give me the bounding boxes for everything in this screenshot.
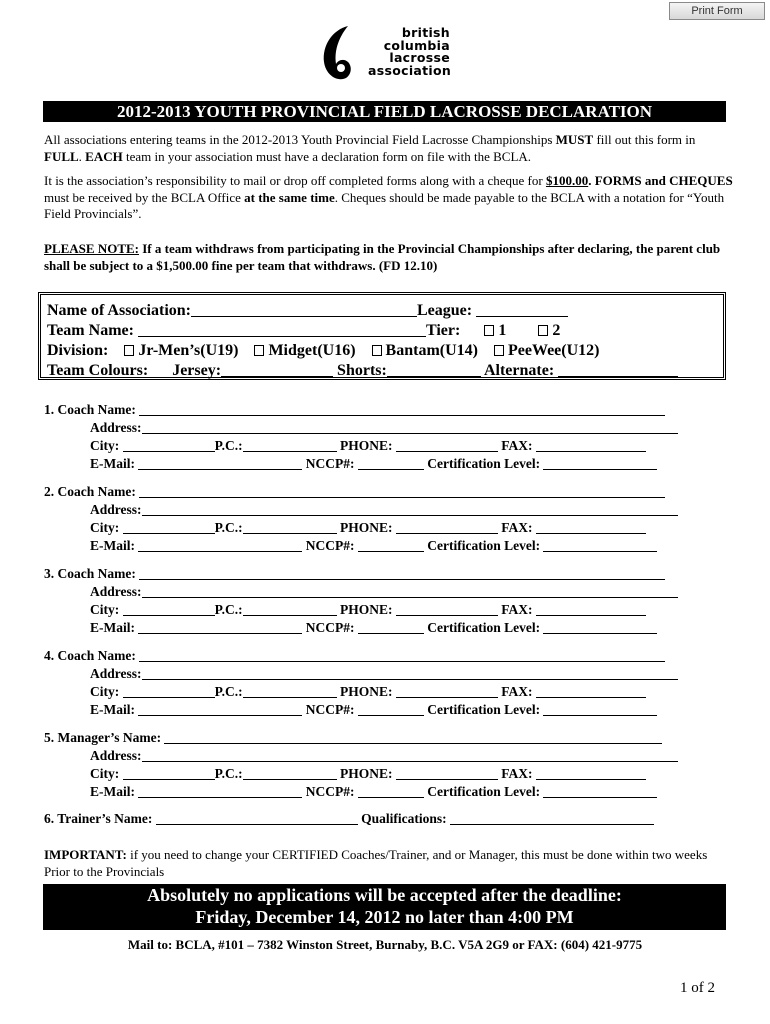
staff-name-field[interactable] <box>164 730 662 744</box>
nccp-field[interactable] <box>358 538 424 552</box>
qualifications-field[interactable] <box>450 811 654 825</box>
pc-label: P.C.: <box>214 602 243 617</box>
team-row <box>47 321 560 341</box>
staff-name-field[interactable] <box>139 648 665 662</box>
email-field[interactable] <box>138 456 302 470</box>
address-label: Address: <box>90 502 142 517</box>
tier-1-checkbox[interactable] <box>484 325 494 336</box>
address-field[interactable] <box>142 584 678 598</box>
city-field[interactable] <box>123 684 215 698</box>
certification-level-label: Certification Level: <box>427 620 541 635</box>
city-row <box>90 765 646 783</box>
phone-label: PHONE: <box>340 684 393 699</box>
address-row <box>90 501 678 519</box>
shorts-field[interactable] <box>387 363 481 377</box>
fax-field[interactable] <box>536 766 646 780</box>
midget-label: Midget(U16) <box>268 342 356 359</box>
certification-level-field[interactable] <box>543 538 657 552</box>
address-row <box>90 583 678 601</box>
nccp-label: NCCP#: <box>305 620 355 635</box>
intro-paragraph-2 <box>44 173 734 223</box>
nccp-label: NCCP#: <box>305 538 355 553</box>
address-label: Address: <box>90 420 142 435</box>
association-name-label: Name of Association: <box>47 302 191 319</box>
staff-name-field[interactable] <box>139 566 665 580</box>
pc-field[interactable] <box>243 520 337 534</box>
fax-label: FAX: <box>501 520 533 535</box>
text-bold: . FORMS and CHEQUES <box>588 173 733 188</box>
league-label: League: <box>416 302 473 319</box>
alternate-label: Alternate: <box>483 362 555 379</box>
city-label: City: <box>90 520 120 535</box>
bantam-checkbox[interactable] <box>372 345 382 356</box>
pc-field[interactable] <box>243 684 337 698</box>
pc-label: P.C.: <box>214 766 243 781</box>
staff-name-row <box>44 401 665 419</box>
fax-field[interactable] <box>536 602 646 616</box>
pc-label: P.C.: <box>214 520 243 535</box>
phone-field[interactable] <box>396 766 498 780</box>
certification-level-label: Certification Level: <box>427 538 541 553</box>
fax-label: FAX: <box>501 438 533 453</box>
shorts-label: Shorts: <box>337 362 387 379</box>
deadline-notice <box>43 884 726 930</box>
text: All associations entering teams in the 2012-2013 Youth Provincial Field Lacrosse Championships <box>44 132 556 147</box>
logo-line: lacrosse <box>389 50 450 65</box>
team-name-label: Team Name: <box>47 322 134 339</box>
certification-level-field[interactable] <box>543 784 657 798</box>
nccp-label: NCCP#: <box>305 702 355 717</box>
jersey-label: Jersey: <box>172 362 222 379</box>
phone-field[interactable] <box>396 520 498 534</box>
deadline-line-2: Friday, December 14, 2012 no later than 4:00 PM <box>195 907 574 927</box>
email-row <box>90 537 657 555</box>
nccp-label: NCCP#: <box>305 784 355 799</box>
city-label: City: <box>90 684 120 699</box>
staff-name-label: 1. Coach Name: <box>44 402 136 417</box>
email-label: E-Mail: <box>90 456 135 471</box>
intro-paragraph-1 <box>44 132 734 165</box>
peewee-label: PeeWee(U12) <box>507 342 600 359</box>
deadline-line-1: Absolutely no applications will be accepted after the deadline: <box>147 885 622 905</box>
email-label: E-Mail: <box>90 784 135 799</box>
fax-label: FAX: <box>501 602 533 617</box>
email-label: E-Mail: <box>90 620 135 635</box>
nccp-field[interactable] <box>358 456 424 470</box>
important-label: IMPORTANT: <box>44 847 127 862</box>
pc-field[interactable] <box>243 438 337 452</box>
text-bold: EACH <box>85 148 123 164</box>
address-row <box>90 747 678 765</box>
mailing-address: Mail to: BCLA, #101 – 7382 Winston Street, Burnaby, B.C. V5A 2G9 or FAX: (604) 421-9775 <box>127 937 643 952</box>
note-text: If a team withdraws from participating in the Provincial Championships after declaring, the parent club shall be subject to a $1,500.00 fine per team that withdraws. (FD 12.10) <box>44 241 721 273</box>
address-label: Address: <box>90 584 142 599</box>
association-info-box <box>38 292 726 380</box>
nccp-label: NCCP#: <box>305 456 355 471</box>
page-number: 1 of 2 <box>680 980 715 996</box>
city-label: City: <box>90 766 120 781</box>
certification-level-field[interactable] <box>543 620 657 634</box>
division-label: Division: <box>47 342 109 359</box>
text: fill out this form in <box>593 132 696 147</box>
tier-1-label: 1 <box>498 322 507 339</box>
city-row <box>90 601 646 619</box>
qualifications-label: Qualifications: <box>361 811 447 826</box>
text: . <box>78 148 86 164</box>
address-field[interactable] <box>142 502 678 516</box>
phone-label: PHONE: <box>340 602 393 617</box>
tier-2-checkbox[interactable] <box>538 325 548 336</box>
certification-level-label: Certification Level: <box>427 702 541 717</box>
staff-name-label: 5. Manager’s Name: <box>44 730 162 745</box>
staff-name-row <box>44 483 665 501</box>
team-name-field[interactable] <box>138 323 426 337</box>
phone-field[interactable] <box>396 684 498 698</box>
address-field[interactable] <box>142 666 678 680</box>
note-label: PLEASE NOTE: <box>44 241 139 256</box>
phone-field[interactable] <box>396 438 498 452</box>
staff-name-field[interactable] <box>139 402 665 416</box>
email-row <box>90 455 657 473</box>
fax-field[interactable] <box>536 520 646 534</box>
association-name-field[interactable] <box>191 303 417 317</box>
team-colours-label: Team Colours: <box>47 362 149 379</box>
fax-field[interactable] <box>536 684 646 698</box>
text: must be received by the BCLA Office <box>44 189 245 205</box>
address-label: Address: <box>90 748 142 763</box>
email-field[interactable] <box>138 702 302 716</box>
nccp-field[interactable] <box>358 784 424 798</box>
nccp-field[interactable] <box>358 702 424 716</box>
logo-line: british <box>401 25 450 40</box>
colours-row <box>47 361 678 381</box>
fax-field[interactable] <box>536 438 646 452</box>
phone-field[interactable] <box>396 602 498 616</box>
phone-label: PHONE: <box>340 766 393 781</box>
text-bold: $100.00 <box>545 173 589 188</box>
staff-name-row <box>44 729 662 747</box>
city-label: City: <box>90 602 120 617</box>
pc-label: P.C.: <box>214 684 243 699</box>
jersey-field[interactable] <box>221 363 333 377</box>
peewee-checkbox[interactable] <box>494 345 504 356</box>
staff-name-field[interactable] <box>139 484 665 498</box>
please-note <box>44 241 734 274</box>
text: team in your association must have a declaration form on file with the BCLA. <box>122 148 532 164</box>
text-bold: MUST <box>555 132 594 147</box>
email-field[interactable] <box>138 784 302 798</box>
email-row <box>90 701 657 719</box>
fax-label: FAX: <box>501 766 533 781</box>
important-note <box>44 847 734 880</box>
email-label: E-Mail: <box>90 702 135 717</box>
midget-checkbox[interactable] <box>254 345 264 356</box>
city-field[interactable] <box>123 602 215 616</box>
phone-label: PHONE: <box>340 520 393 535</box>
city-label: City: <box>90 438 120 453</box>
address-row <box>90 665 678 683</box>
certification-level-field[interactable] <box>543 702 657 716</box>
address-row <box>90 419 678 437</box>
staff-name-label: 3. Coach Name: <box>44 566 136 581</box>
text: . Cheques should be made payable to the BCLA with a notation for “Youth Field Provincials”. <box>44 189 725 221</box>
logo-text <box>368 27 450 77</box>
text: It is the association’s responsibility to mail or drop off completed forms along with a cheque for <box>44 173 546 188</box>
bcla-logo <box>318 24 458 84</box>
city-row <box>90 683 646 701</box>
jr-men-label: Jr-Men’s(U19) <box>138 342 239 359</box>
logo-line: association <box>368 62 452 78</box>
tier-2-label: 2 <box>552 322 561 339</box>
text-bold: at the same time <box>244 189 335 205</box>
phone-label: PHONE: <box>340 438 393 453</box>
pc-field[interactable] <box>243 602 337 616</box>
association-row <box>47 301 568 321</box>
email-row <box>90 783 657 801</box>
bantam-label: Bantam(U14) <box>385 342 478 359</box>
city-row <box>90 437 646 455</box>
fax-label: FAX: <box>501 684 533 699</box>
email-field[interactable] <box>138 620 302 634</box>
email-label: E-Mail: <box>90 538 135 553</box>
address-field[interactable] <box>142 420 678 434</box>
email-row <box>90 619 657 637</box>
staff-name-label: 2. Coach Name: <box>44 484 136 499</box>
important-text: if you need to change your CERTIFIED Coaches/Trainer, and or Manager, this must be done within two weeks Prior to the Provincials <box>44 847 708 879</box>
logo-line: columbia <box>383 37 450 53</box>
division-row <box>47 341 600 361</box>
staff-name-label: 4. Coach Name: <box>44 648 136 663</box>
pc-field[interactable] <box>243 766 337 780</box>
trainer-name-field[interactable] <box>156 811 358 825</box>
alternate-field[interactable] <box>558 363 678 377</box>
league-field[interactable] <box>476 303 568 317</box>
text-bold: FULL <box>44 148 79 164</box>
trainer-row <box>44 810 654 828</box>
address-label: Address: <box>90 666 142 681</box>
address-field[interactable] <box>142 748 678 762</box>
form-title: 2012-2013 YOUTH PROVINCIAL FIELD LACROSSE DECLARATION <box>43 101 726 122</box>
city-field[interactable] <box>123 766 215 780</box>
certification-level-field[interactable] <box>543 456 657 470</box>
email-field[interactable] <box>138 538 302 552</box>
city-field[interactable] <box>123 520 215 534</box>
pc-label: P.C.: <box>214 438 243 453</box>
jr-men-checkbox[interactable] <box>124 345 134 356</box>
city-field[interactable] <box>123 438 215 452</box>
staff-name-row <box>44 647 665 665</box>
city-row <box>90 519 646 537</box>
staff-name-row <box>44 565 665 583</box>
certification-level-label: Certification Level: <box>427 784 541 799</box>
certification-level-label: Certification Level: <box>427 456 541 471</box>
trainer-name-label: 6. Trainer’s Name: <box>44 811 153 826</box>
tier-label: Tier: <box>425 322 461 339</box>
print-form-button[interactable]: Print Form <box>669 2 765 20</box>
nccp-field[interactable] <box>358 620 424 634</box>
